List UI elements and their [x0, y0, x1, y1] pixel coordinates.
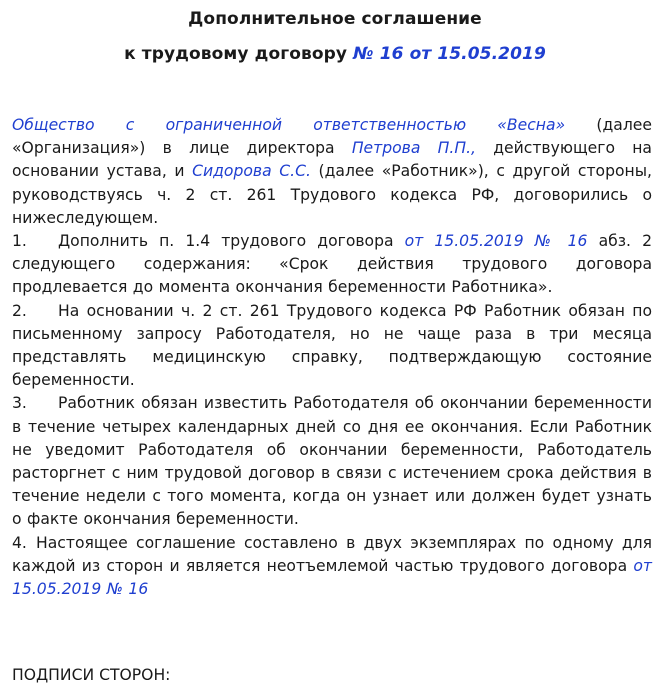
- contract-reference: от 15.05.2019 № 16: [12, 556, 652, 599]
- item-number: 1.: [12, 232, 27, 251]
- item-text: Работник обязан известить Работодателя об окончании беременности в течение четырех календарных дней со дня ее окончания. Если Работник не уведомит Работодателя об окончании беременности, Работодатель расторгнет с ним трудовой договор в связи с истечением срока действия в течение недели с того момента, когда он узнает или должен будет узнать о факте окончания беременности.: [12, 394, 652, 529]
- director-name: Петрова П.П.,: [351, 139, 476, 158]
- item-number: 2.: [12, 301, 27, 320]
- organization-name: Общество с ограниченной ответственностью «Весна»: [12, 116, 566, 134]
- intro-text-1: (далее «Организация») в лице директора: [12, 116, 652, 158]
- intro-text-3: (далее «Работник»), с другой стороны, руководствуясь ч. 2 ст. 261 Трудового кодекса РФ, договорились о нижеследующем.: [12, 162, 652, 227]
- document-body: [12, 114, 652, 601]
- item-number: 3.: [12, 394, 27, 413]
- employee-name: Сидорова С.С.: [192, 162, 311, 181]
- title-text: Дополнительное соглашение: [188, 9, 482, 29]
- document-subtitle: [0, 44, 670, 64]
- contract-number: № 16 от 15.05.2019: [353, 44, 546, 64]
- intro-paragraph: [12, 114, 652, 230]
- document-title: [0, 9, 670, 29]
- signatures-heading: ПОДПИСИ СТОРОН:: [12, 666, 171, 684]
- item-text: Настоящее соглашение составлено в двух экземплярах по одному для каждой из сторон и является неотъемлемой частью трудового договора: [12, 533, 652, 575]
- contract-reference: от 15.05.2019 № 16: [404, 232, 588, 251]
- item-text: На основании ч. 2 ст. 261 Трудового кодекса РФ Работник обязан по письменному запросу Работодателя, но не чаще раза в три месяца представлять медицинскую справку, подтверждающую состояние беременности.: [12, 301, 652, 390]
- intro-text-2: действующего на основании устава, и: [12, 139, 652, 181]
- item-text: абз. 2 следующего содержания: «Срок действия трудового договора продлевается до момента окончания беременности Работника».: [12, 232, 652, 297]
- item-1: [12, 230, 652, 300]
- item-4: [12, 532, 652, 602]
- item-2: [12, 300, 652, 393]
- item-number: 4.: [12, 533, 27, 552]
- item-3: [12, 392, 652, 531]
- item-text: Дополнить п. 1.4 трудового договора: [58, 232, 405, 251]
- subtitle-prefix: к трудовому договору: [124, 44, 348, 64]
